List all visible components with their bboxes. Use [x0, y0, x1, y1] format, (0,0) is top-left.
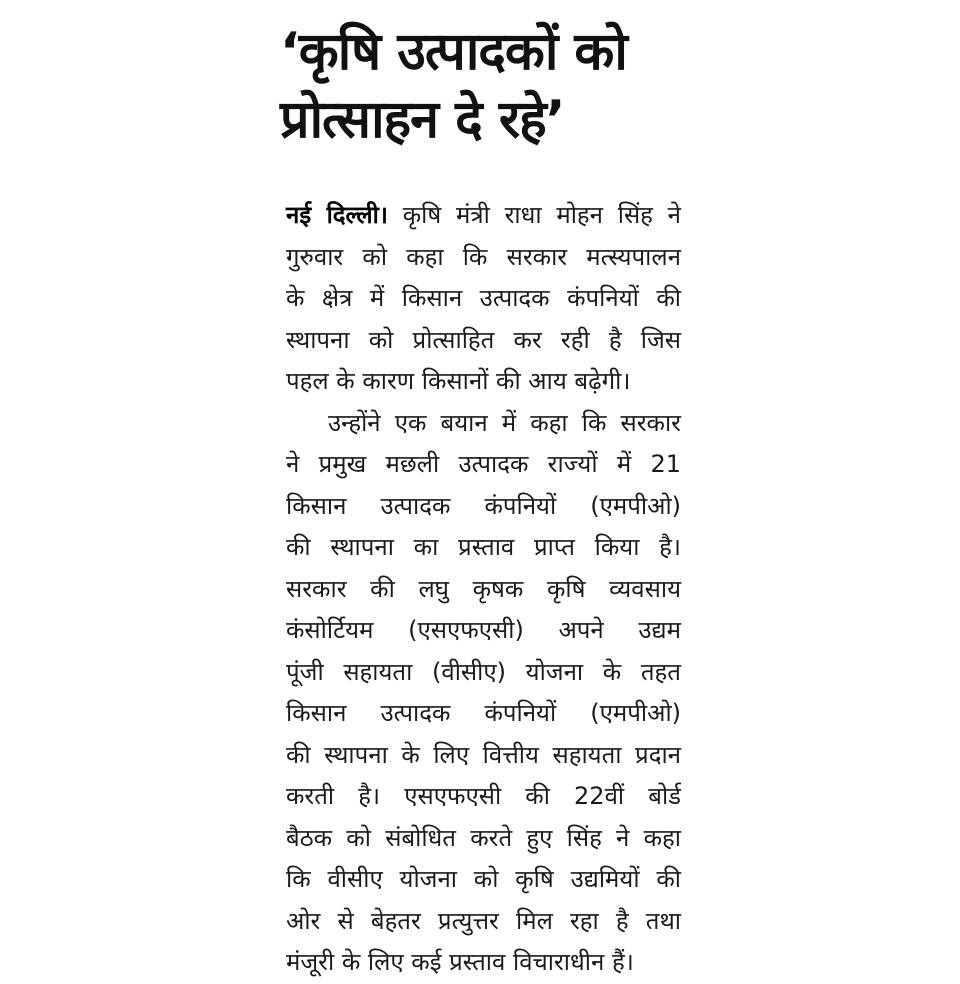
article-line: पहल के कारण किसानों की आय बढ़ेगी।: [286, 367, 631, 395]
article-line: कंसोर्टियम (एसएफएसी) अपने उद्यम: [286, 616, 681, 644]
article-line: करती है। एसएफएसी की 22वीं बोर्ड: [286, 782, 681, 810]
article-line: स्थापना को प्रोत्साहित कर रही है जिस: [286, 325, 681, 354]
headline-line-1: ‘कृषि उत्पादकों को: [280, 22, 627, 82]
article-line: [286, 195, 681, 237]
article-line: मंजूरी के लिए कई प्रस्ताव विचाराधीन हैं।: [286, 948, 634, 976]
dateline: नई दिल्ली।: [286, 201, 388, 229]
article-line: किसान उत्पादक कंपनियों (एमपीओ): [286, 699, 681, 727]
article-line: के क्षेत्र में किसान उत्पादक कंपनियों की: [286, 284, 681, 312]
article-body: [286, 195, 681, 984]
article-line: सरकार की लघु कृषक कृषि व्यवसाय: [286, 574, 681, 603]
article-line: ने प्रमुख मछली उत्पादक राज्यों में 21: [286, 450, 681, 478]
article-line: गुरुवार को कहा कि सरकार मत्स्यपालन: [286, 242, 681, 271]
headline: [280, 18, 700, 154]
headline-line-2: प्रोत्साहन दे रहे’: [280, 90, 565, 150]
article-line: किसान उत्पादक कंपनियों (एमपीओ): [286, 491, 681, 520]
article-line: पूंजी सहायता (वीसीए) योजना के तहत: [286, 657, 681, 686]
article-line-text: कृषि मंत्री राधा मोहन सिंह ने: [387, 201, 681, 229]
article-line: कि वीसीए योजना को कृषि उद्यमियों की: [286, 865, 681, 893]
article-line: उन्होंने एक बयान में कहा कि सरकार: [328, 408, 681, 437]
article-line: ओर से बेहतर प्रत्युत्तर मिल रहा है तथा: [286, 906, 681, 935]
article-line: की स्थापना के लिए वित्तीय सहायता प्रदान: [286, 740, 681, 769]
article-line: की स्थापना का प्रस्ताव प्राप्त किया है।: [286, 533, 681, 561]
article-line: बैठक को संबोधित करते हुए सिंह ने कहा: [286, 823, 681, 852]
